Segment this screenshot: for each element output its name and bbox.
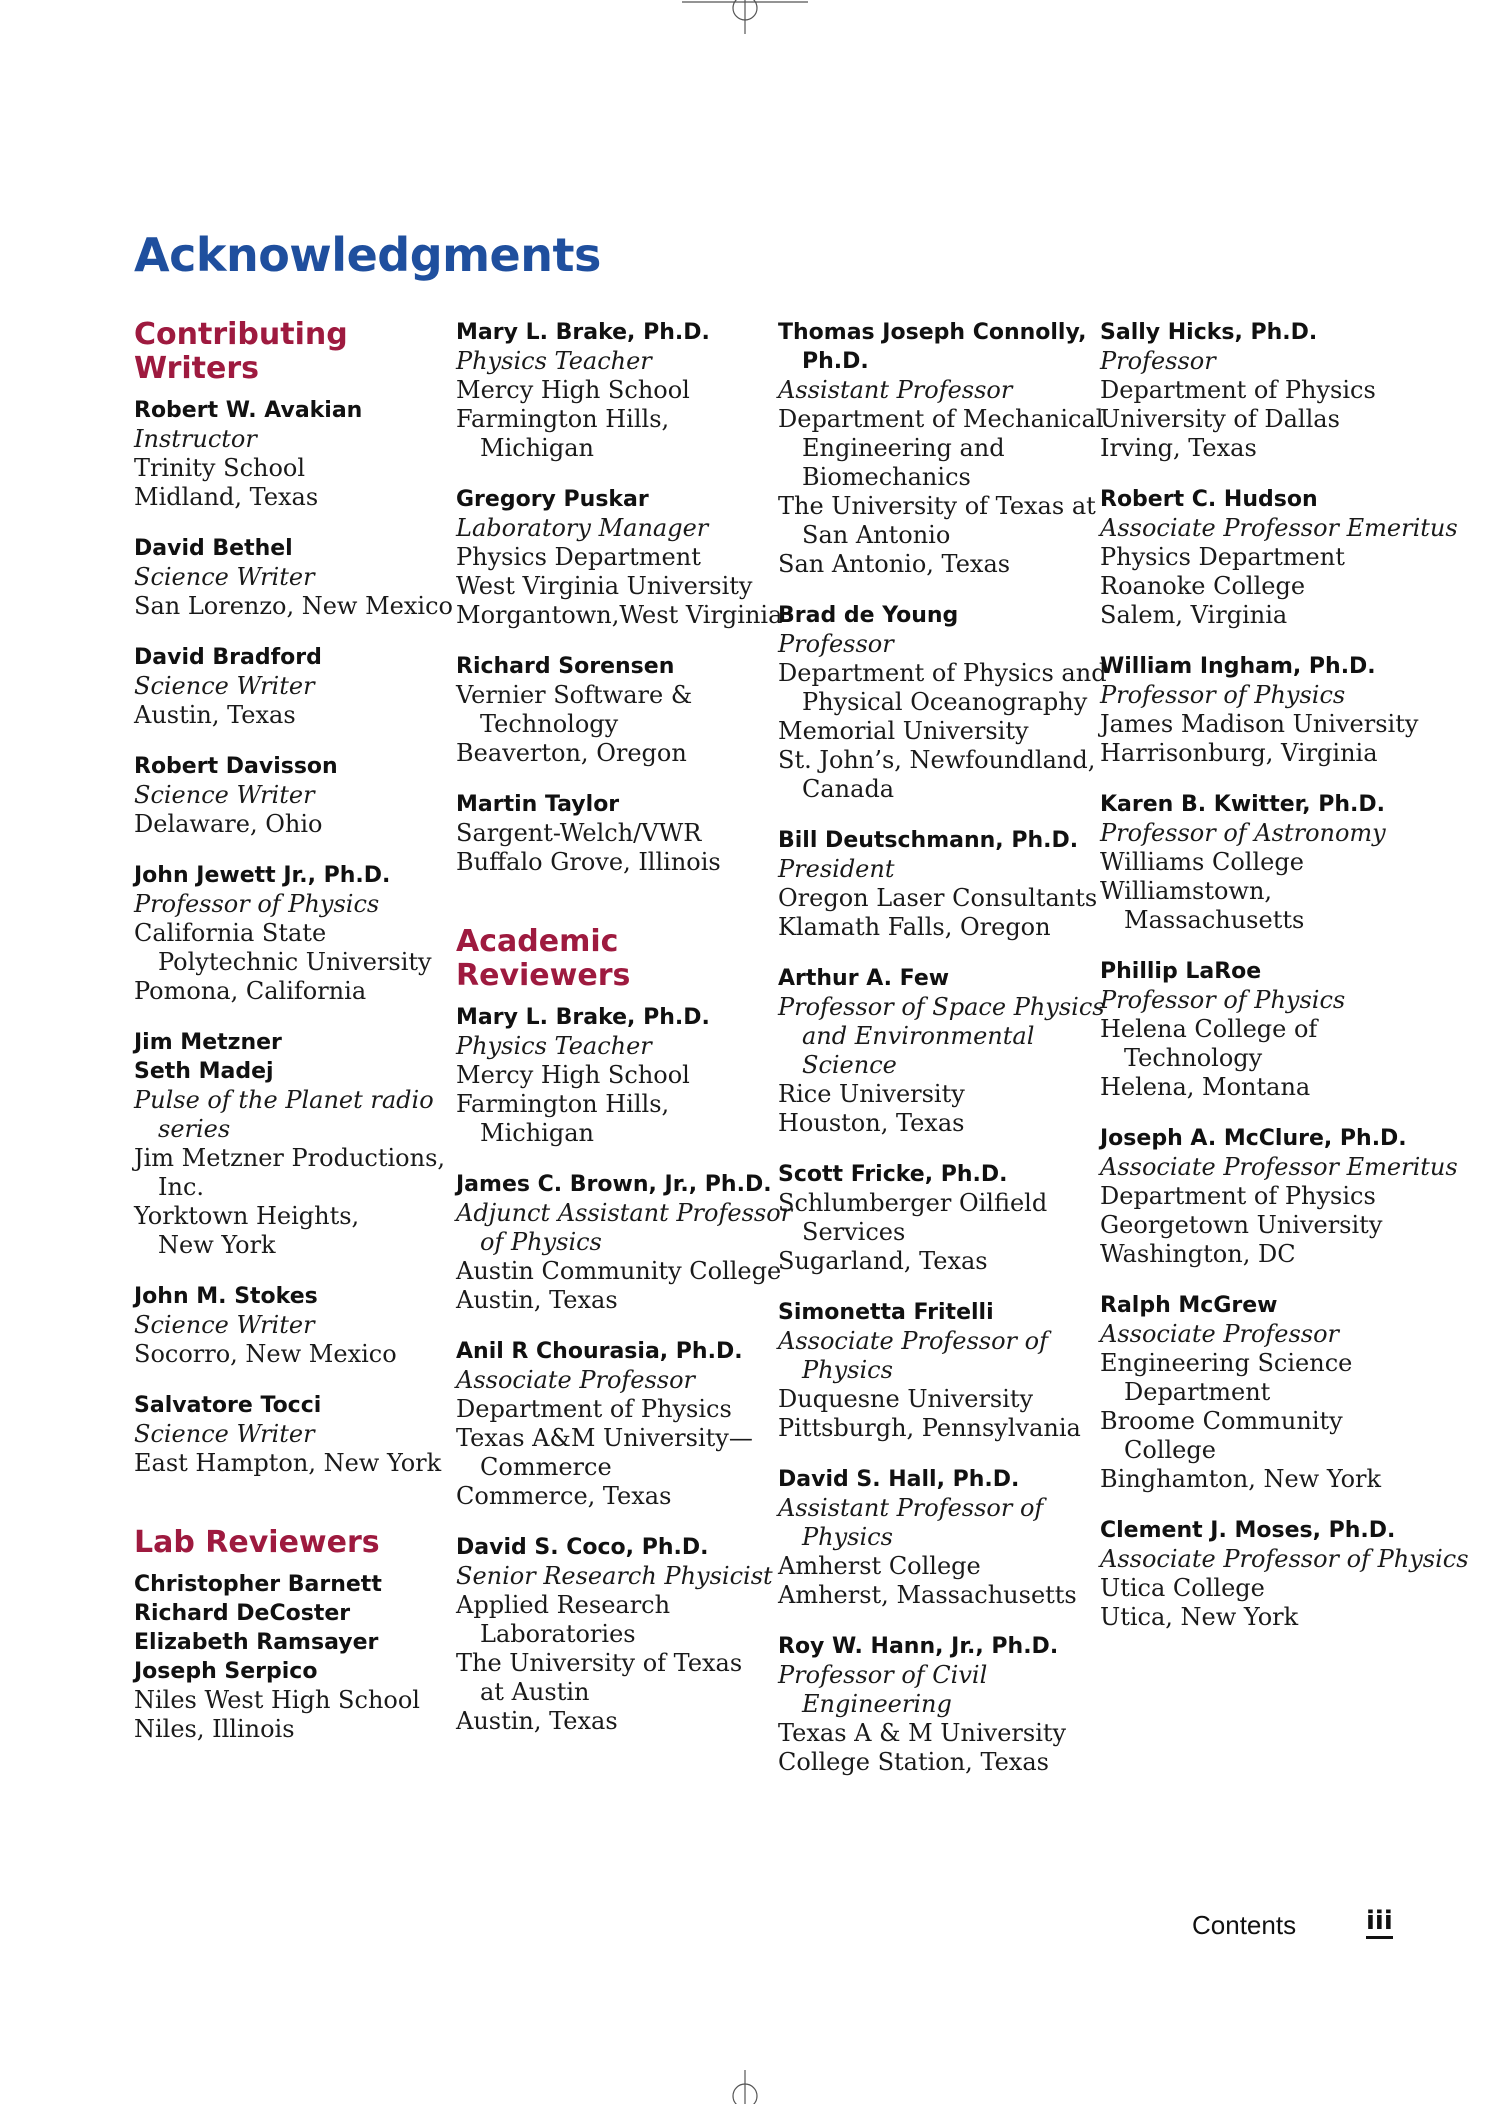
contributor-entry xyxy=(1100,790,1405,935)
contributor-entry xyxy=(1100,1516,1469,1632)
contributor-name: Salvatore Tocci xyxy=(134,1393,322,1418)
contributor-affiliation: Department of Physics and xyxy=(778,659,1107,687)
contributor-name: Robert C. Hudson xyxy=(1100,487,1318,512)
contributor-title: Professor of Physics xyxy=(1100,986,1346,1014)
contributor-title: series xyxy=(158,1115,231,1143)
column-3 xyxy=(778,318,1107,1799)
contributor-name: Clement J. Moses, Ph.D. xyxy=(1100,1518,1396,1543)
contributor-affiliation: Delaware, Ohio xyxy=(134,810,323,838)
contributor-affiliation: California State xyxy=(134,919,327,947)
contributor-entry xyxy=(778,1298,1083,1443)
contributor-affiliation: Department of Physics xyxy=(456,1395,732,1423)
contributor-affiliation: Broome Community xyxy=(1100,1407,1343,1435)
contributor-title: Assistant Professor of xyxy=(778,1494,1044,1522)
contributor-title: Professor xyxy=(778,630,894,658)
contributor-name: Roy W. Hann, Jr., Ph.D. xyxy=(778,1634,1059,1659)
contributor-affiliation: Austin, Texas xyxy=(456,1286,618,1314)
contributor-affiliation: Niles West High School xyxy=(134,1686,420,1714)
contributor-name: Jim Metzner xyxy=(134,1030,282,1055)
contributor-name: Thomas Joseph Connolly, xyxy=(778,320,1087,345)
contributor-entry xyxy=(1100,1124,1458,1269)
contributor-title: Professor of Space Physics xyxy=(778,993,1105,1021)
contributor-name: James C. Brown, Jr., Ph.D. xyxy=(456,1172,772,1197)
contributor-affiliation: Department of Physics xyxy=(1100,1182,1376,1210)
contributor-name: David S. Coco, Ph.D. xyxy=(456,1535,709,1560)
contributor-title: and Environmental xyxy=(802,1022,1035,1050)
contributor-name: John M. Stokes xyxy=(134,1284,318,1309)
contributor-entry xyxy=(456,652,761,768)
contributor-affiliation: Services xyxy=(802,1218,906,1246)
contributor-title: Pulse of the Planet radio xyxy=(134,1086,434,1114)
contributor-affiliation: Mercy High School xyxy=(456,376,690,404)
contributor-entry xyxy=(134,752,439,839)
contributor-affiliation: Department of Physics xyxy=(1100,376,1376,404)
contributor-affiliation: San Lorenzo, New Mexico xyxy=(134,592,453,620)
section-heading: Contributing Writers xyxy=(134,317,348,386)
contributor-affiliation: Laboratories xyxy=(480,1620,636,1648)
contributor-entry xyxy=(1100,485,1458,630)
contributor-affiliation: Technology xyxy=(480,710,619,738)
contributor-name: Seth Madej xyxy=(134,1059,274,1084)
contributor-title: Senior Research Physicist xyxy=(456,1562,773,1590)
contributor-title: Instructor xyxy=(134,425,257,453)
contributor-affiliation: Niles, Illinois xyxy=(134,1715,295,1743)
contributor-affiliation: Houston, Texas xyxy=(778,1109,965,1137)
contributor-affiliation: Texas A&M University— xyxy=(456,1424,753,1452)
contributor-affiliation: Jim Metzner Productions, xyxy=(134,1144,446,1172)
contributor-title: Associate Professor of xyxy=(778,1327,1048,1355)
contributor-title: Professor of Astronomy xyxy=(1100,819,1386,847)
contributor-affiliation: Inc. xyxy=(158,1173,205,1201)
contributor-affiliation: Morgantown,West Virginia xyxy=(456,601,783,629)
contributor-affiliation: Pittsburgh, Pennsylvania xyxy=(778,1414,1081,1442)
contributor-name: Mary L. Brake, Ph.D. xyxy=(456,320,710,345)
contributor-affiliation: Midland, Texas xyxy=(134,483,319,511)
contributor-title: Engineering xyxy=(802,1690,952,1718)
contributor-name: Richard Sorensen xyxy=(456,654,675,679)
contributor-affiliation: Amherst, Massachusetts xyxy=(778,1581,1077,1609)
contributor-affiliation: Physics Department xyxy=(1100,543,1345,571)
contributor-entry xyxy=(778,826,1098,942)
footer-section-label: Contents xyxy=(1192,1910,1297,1940)
contributor-entry xyxy=(778,1160,1083,1276)
contributor-affiliation: Department of Mechanical xyxy=(778,405,1104,433)
contributor-name: Robert W. Avakian xyxy=(134,398,363,423)
section-heading: Lab Reviewers xyxy=(134,1525,380,1560)
contributor-affiliation: Massachusetts xyxy=(1124,906,1305,934)
contributor-affiliation: Austin, Texas xyxy=(456,1707,618,1735)
contributor-entry xyxy=(778,318,1104,579)
contributor-affiliation: West Virginia University xyxy=(456,572,753,600)
contributor-affiliation: San Antonio xyxy=(802,521,951,549)
contributor-affiliation: Michigan xyxy=(480,434,594,462)
contributor-name: Elizabeth Ramsayer xyxy=(134,1630,379,1655)
contributor-affiliation: Commerce, Texas xyxy=(456,1482,672,1510)
contributor-affiliation: Harrisonburg, Virginia xyxy=(1100,739,1378,767)
contributor-affiliation: Williams College xyxy=(1100,848,1304,876)
contributor-affiliation: Mercy High School xyxy=(456,1061,690,1089)
contributor-title: Associate Professor xyxy=(456,1366,696,1394)
contributor-title: Physics xyxy=(802,1523,893,1551)
contributor-affiliation: East Hampton, New York xyxy=(134,1449,442,1477)
contributor-entry xyxy=(778,601,1107,804)
page-title: Acknowledgments xyxy=(134,228,601,282)
column-2 xyxy=(456,318,793,1758)
contributor-name: Robert Davisson xyxy=(134,754,338,779)
contributor-name: Simonetta Fritelli xyxy=(778,1300,994,1325)
contributor-name: John Jewett Jr., Ph.D. xyxy=(134,863,391,888)
contributor-name: David Bradford xyxy=(134,645,322,670)
contributor-affiliation: Roanoke College xyxy=(1100,572,1306,600)
contributor-affiliation: Pomona, California xyxy=(134,977,367,1005)
contributor-title: Associate Professor Emeritus xyxy=(1100,514,1458,542)
contributor-affiliation: Michigan xyxy=(480,1119,594,1147)
contributor-title: Physics Teacher xyxy=(456,1032,652,1060)
contributor-entry xyxy=(134,534,453,621)
contributor-affiliation: Farmington Hills, xyxy=(456,1090,670,1118)
contributor-affiliation: Amherst College xyxy=(778,1552,981,1580)
contributor-affiliation: Beaverton, Oregon xyxy=(456,739,687,767)
contributor-title: Assistant Professor xyxy=(778,376,1013,404)
contributor-affiliation: Applied Research xyxy=(456,1591,671,1619)
contributor-name: Gregory Puskar xyxy=(456,487,649,512)
contributor-affiliation: Helena College of xyxy=(1100,1015,1318,1043)
contributor-title: President xyxy=(778,855,895,883)
contributor-entry xyxy=(1100,652,1419,768)
contributor-affiliation: College xyxy=(1124,1436,1216,1464)
contributor-entry xyxy=(1100,957,1405,1102)
contributor-affiliation: Austin Community College xyxy=(456,1257,782,1285)
contributor-affiliation: The University of Texas xyxy=(456,1649,743,1677)
contributor-affiliation: Engineering Science xyxy=(1100,1349,1353,1377)
footer-page-number: iii xyxy=(1366,1906,1393,1939)
contributor-affiliation: Memorial University xyxy=(778,717,1029,745)
contributor-affiliation: Biomechanics xyxy=(802,463,971,491)
contributor-affiliation: James Madison University xyxy=(1100,710,1419,738)
contributor-entry xyxy=(456,1533,773,1736)
contributor-affiliation: University of Dallas xyxy=(1100,405,1340,433)
contributor-title: Physics Teacher xyxy=(456,347,652,375)
contributor-name: David Bethel xyxy=(134,536,293,561)
contributor-entry xyxy=(456,318,761,463)
contributor-affiliation: Farmington Hills, xyxy=(456,405,670,433)
contributor-affiliation: Physics Department xyxy=(456,543,701,571)
contributor-name: Mary L. Brake, Ph.D. xyxy=(456,1005,710,1030)
contributor-name: Scott Fricke, Ph.D. xyxy=(778,1162,1008,1187)
contributor-title: Associate Professor of Physics xyxy=(1100,1545,1469,1573)
contributor-title: of Physics xyxy=(480,1228,602,1256)
contributor-affiliation: College Station, Texas xyxy=(778,1748,1049,1776)
contributor-affiliation: Vernier Software & xyxy=(456,681,693,709)
contributor-affiliation: Physical Oceanography xyxy=(802,688,1088,716)
contributor-title: Science Writer xyxy=(134,1311,315,1339)
contributor-name: Arthur A. Few xyxy=(778,966,950,991)
contributor-title: Science Writer xyxy=(134,672,315,700)
contributor-entry xyxy=(134,643,439,730)
contributor-affiliation: Utica College xyxy=(1100,1574,1265,1602)
contributor-entry xyxy=(1100,1291,1405,1494)
contributor-name: Martin Taylor xyxy=(456,792,620,817)
contributor-affiliation: Commerce xyxy=(480,1453,612,1481)
contributor-name: Bill Deutschmann, Ph.D. xyxy=(778,828,1079,853)
contributor-affiliation: Utica, New York xyxy=(1100,1603,1299,1631)
contributor-title: Science Writer xyxy=(134,1420,315,1448)
contributor-entry xyxy=(778,964,1105,1138)
contributor-title: Associate Professor Emeritus xyxy=(1100,1153,1458,1181)
column-1 xyxy=(134,317,453,1766)
contributor-affiliation: The University of Texas at xyxy=(778,492,1096,520)
contributor-entry xyxy=(456,1003,761,1148)
contributor-title: Science xyxy=(802,1051,897,1079)
contributor-name: Richard DeCoster xyxy=(134,1601,351,1626)
contributor-affiliation: Buffalo Grove, Illinois xyxy=(456,848,721,876)
contributor-name: William Ingham, Ph.D. xyxy=(1100,654,1376,679)
contributor-affiliation: San Antonio, Texas xyxy=(778,550,1011,578)
contributor-name: Ralph McGrew xyxy=(1100,1293,1278,1318)
crop-mark-top xyxy=(0,0,1488,40)
contributor-title: Laboratory Manager xyxy=(456,514,709,542)
contributor-name: Joseph A. McClure, Ph.D. xyxy=(1100,1126,1407,1151)
contributor-name: Anil R Chourasia, Ph.D. xyxy=(456,1339,743,1364)
contributor-title: Science Writer xyxy=(134,563,315,591)
contributor-entry xyxy=(134,1391,442,1478)
contributor-title: Science Writer xyxy=(134,781,315,809)
contributor-affiliation: Yorktown Heights, xyxy=(134,1202,360,1230)
contributor-name: Sally Hicks, Ph.D. xyxy=(1100,320,1318,345)
contributor-name: Joseph Serpico xyxy=(134,1659,318,1684)
contributor-name: Phillip LaRoe xyxy=(1100,959,1262,984)
contributor-name: Karen B. Kwitter, Ph.D. xyxy=(1100,792,1386,817)
contributor-title: Associate Professor xyxy=(1100,1320,1340,1348)
contributor-title: Physics xyxy=(802,1356,893,1384)
contributor-name: Christopher Barnett xyxy=(134,1572,382,1597)
contributor-affiliation: Austin, Texas xyxy=(134,701,296,729)
contributor-entry xyxy=(134,396,439,512)
contributor-entry xyxy=(134,861,439,1006)
contributor-entry xyxy=(134,1282,439,1369)
contributor-title: Professor xyxy=(1100,347,1216,375)
contributor-affiliation: Duquesne University xyxy=(778,1385,1034,1413)
contributor-affiliation: Technology xyxy=(1124,1044,1263,1072)
contributor-affiliation: Department xyxy=(1124,1378,1271,1406)
contributor-affiliation: Sargent-Welch/VWR xyxy=(456,819,702,847)
contributor-affiliation: Rice University xyxy=(778,1080,965,1108)
contributor-affiliation: New York xyxy=(158,1231,276,1259)
contributor-title: Professor of Physics xyxy=(1100,681,1346,709)
contributor-entry xyxy=(456,1170,793,1315)
contributor-name: Ph.D. xyxy=(802,349,869,374)
contributor-name: Brad de Young xyxy=(778,603,959,628)
contributor-affiliation: Washington, DC xyxy=(1100,1240,1296,1268)
contributor-affiliation: at Austin xyxy=(480,1678,590,1706)
contributor-affiliation: Engineering and xyxy=(802,434,1005,462)
contributor-affiliation: Polytechnic University xyxy=(158,948,432,976)
contributor-title: Professor of Physics xyxy=(134,890,380,918)
contributor-affiliation: Salem, Virginia xyxy=(1100,601,1288,629)
contributor-entry xyxy=(456,790,761,877)
contributor-affiliation: Socorro, New Mexico xyxy=(134,1340,397,1368)
contributor-entry xyxy=(1100,318,1405,463)
contributor-affiliation: Texas A & M University xyxy=(778,1719,1067,1747)
contributor-entry xyxy=(134,1570,439,1744)
contributor-affiliation: Irving, Texas xyxy=(1100,434,1257,462)
contributor-affiliation: Schlumberger Oilfield xyxy=(778,1189,1048,1217)
contributor-affiliation: Binghamton, New York xyxy=(1100,1465,1382,1493)
contributor-affiliation: Helena, Montana xyxy=(1100,1073,1311,1101)
contributor-affiliation: Klamath Falls, Oregon xyxy=(778,913,1051,941)
contributor-affiliation: Williamstown, xyxy=(1100,877,1273,905)
contributor-affiliation: Canada xyxy=(802,775,895,803)
contributor-affiliation: Sugarland, Texas xyxy=(778,1247,988,1275)
contributor-affiliation: Oregon Laser Consultants xyxy=(778,884,1098,912)
contributor-entry xyxy=(456,485,783,630)
contributor-title: Professor of Civil xyxy=(778,1661,988,1689)
contributor-affiliation: Trinity School xyxy=(134,454,306,482)
contributor-affiliation: St. John’s, Newfoundland, xyxy=(778,746,1096,774)
contributor-name: David S. Hall, Ph.D. xyxy=(778,1467,1020,1492)
contributor-entry xyxy=(456,1337,761,1511)
contributor-affiliation: Georgetown University xyxy=(1100,1211,1383,1239)
contributor-entry xyxy=(778,1632,1083,1777)
contributor-title: Adjunct Assistant Professor xyxy=(456,1199,793,1227)
contributor-entry xyxy=(778,1465,1083,1610)
contributor-entry xyxy=(134,1028,446,1260)
section-heading: Academic Reviewers xyxy=(456,924,631,993)
column-4 xyxy=(1100,318,1469,1654)
